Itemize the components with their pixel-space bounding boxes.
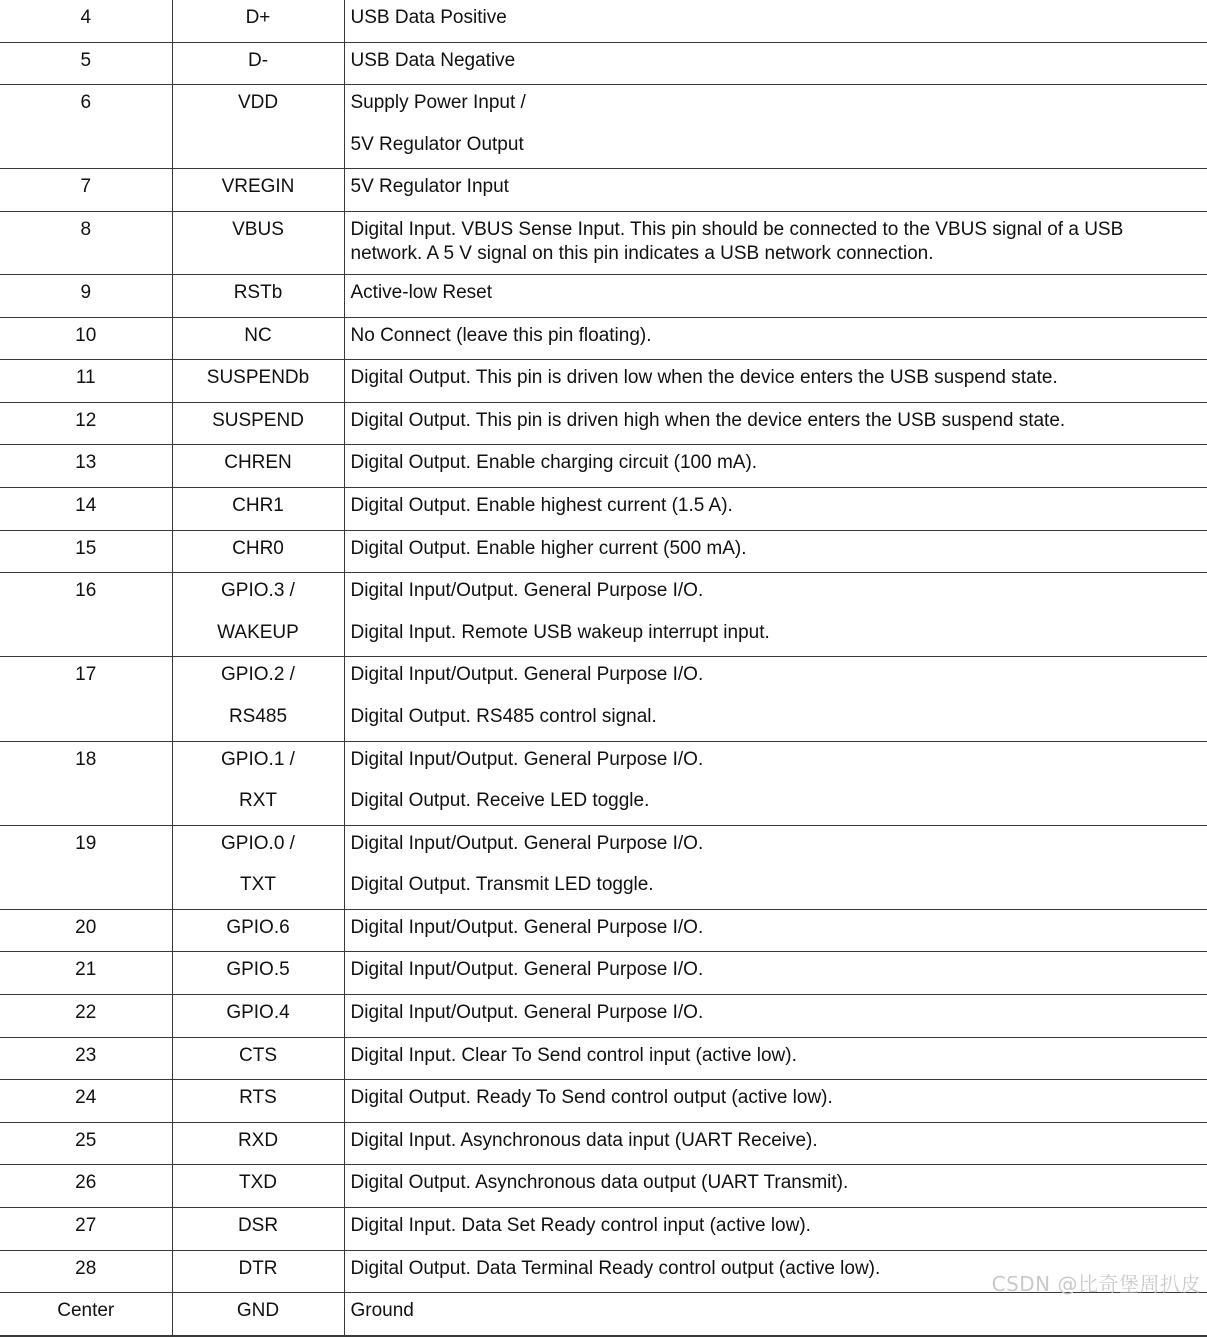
pin-name-cell [172, 487, 344, 530]
pin-name-cell [172, 1293, 344, 1336]
pin-number: 15 [75, 537, 97, 559]
pin-description-cell [344, 85, 1207, 169]
pin-name: GPIO.2 / [221, 664, 295, 686]
pin-name-cell [172, 952, 344, 995]
pin-description: Digital Output. Asynchronous data output (UART Transmit). [350, 1172, 849, 1194]
pin-name-cell [172, 0, 344, 42]
pin-description: Digital Output. Enable higher current (500 mA). [350, 537, 747, 559]
pin-name: WAKEUP [217, 621, 299, 643]
pin-number: 10 [75, 324, 97, 346]
pin-description-cell [344, 211, 1207, 274]
table-row [0, 1080, 1207, 1123]
pin-description: Supply Power Input / [350, 92, 526, 114]
pin-name: CTS [239, 1044, 277, 1066]
pin-name-cell [172, 1208, 344, 1251]
pin-number-cell [0, 445, 172, 488]
pin-description-cell [344, 1293, 1207, 1336]
pin-number: 24 [75, 1087, 97, 1109]
table-row [0, 909, 1207, 952]
pin-name-cell [172, 445, 344, 488]
pin-number-cell [0, 360, 172, 403]
pin-description: 5V Regulator Output [350, 133, 524, 155]
pin-description-cell [344, 445, 1207, 488]
pin-description-cell [344, 995, 1207, 1038]
pin-name: TXD [239, 1172, 277, 1194]
pin-description-cell [344, 657, 1207, 741]
pin-number-cell [0, 1122, 172, 1165]
pin-description: Digital Input/Output. General Purpose I/O. [350, 580, 704, 602]
pin-name: GPIO.6 [226, 916, 290, 938]
pin-description-cell [344, 402, 1207, 445]
pin-description-cell [344, 530, 1207, 573]
pin-number: Center [57, 1300, 115, 1322]
watermark-text: CSDN @比奇堡周扒皮 [991, 1272, 1201, 1296]
pin-name: GPIO.0 / [221, 832, 295, 854]
pin-number: 17 [75, 664, 97, 686]
pin-description-cell [344, 1208, 1207, 1251]
pin-name: RXD [237, 1129, 279, 1151]
pin-number-cell [0, 1250, 172, 1293]
pin-number: 28 [75, 1257, 97, 1279]
pin-description-cell [344, 360, 1207, 403]
table-row [0, 402, 1207, 445]
pin-name: RXT [239, 790, 277, 812]
pin-number-cell [0, 530, 172, 573]
pin-description: Digital Input/Output. General Purpose I/O. [350, 959, 704, 981]
pin-number-cell [0, 1037, 172, 1080]
pin-name: RS485 [228, 705, 288, 727]
pin-description: Digital Output. This pin is driven high when the device enters the USB suspend state. [350, 409, 1066, 431]
pin-description-cell [344, 952, 1207, 995]
pin-name: NC [244, 324, 272, 346]
pin-number: 23 [75, 1044, 97, 1066]
pin-description: Digital Output. Transmit LED toggle. [350, 874, 654, 896]
table-row [0, 445, 1207, 488]
pin-name-cell [172, 573, 344, 657]
table-row [0, 360, 1207, 403]
pin-number-cell [0, 402, 172, 445]
pin-number: 26 [75, 1172, 97, 1194]
pin-name: VDD [237, 92, 279, 114]
pin-description: Digital Output. Data Terminal Ready control output (active low). [350, 1257, 881, 1279]
table-row [0, 1293, 1207, 1336]
pin-number: 12 [75, 409, 97, 431]
pin-name-cell [172, 85, 344, 169]
pin-number-cell [0, 573, 172, 657]
pin-description: Digital Input. Data Set Ready control input (active low). [350, 1215, 811, 1237]
pin-description-cell [344, 741, 1207, 825]
pin-name: CHR1 [232, 494, 284, 516]
pin-description-cell [344, 1037, 1207, 1080]
pin-name: RTS [239, 1087, 277, 1109]
pin-description-cell [344, 274, 1207, 317]
pin-number: 9 [80, 281, 92, 303]
table-row [0, 274, 1207, 317]
pin-number-cell [0, 0, 172, 42]
pin-name-cell [172, 317, 344, 360]
pin-name: D- [247, 49, 269, 71]
pin-description: Digital Input/Output. General Purpose I/O. [350, 1002, 704, 1024]
pin-name: CHR0 [232, 537, 284, 559]
pin-name-cell [172, 909, 344, 952]
pin-description: Digital Input. Clear To Send control input (active low). [350, 1044, 797, 1066]
pin-name-cell [172, 274, 344, 317]
pin-number-cell [0, 1080, 172, 1123]
pin-number: 18 [75, 748, 97, 770]
pin-name: D+ [245, 7, 271, 28]
pin-name-cell [172, 1037, 344, 1080]
table-row [0, 1122, 1207, 1165]
pin-number-cell [0, 42, 172, 85]
pin-description-cell [344, 1165, 1207, 1208]
pin-name: SUSPEND [212, 409, 304, 431]
pin-number: 8 [80, 218, 92, 240]
pin-name-cell [172, 42, 344, 85]
pin-number: 27 [75, 1215, 97, 1237]
pin-number-cell [0, 1208, 172, 1251]
table-row [0, 85, 1207, 169]
table-row [0, 1208, 1207, 1251]
pin-description-cell [344, 169, 1207, 212]
pin-number: 5 [80, 49, 92, 71]
pin-description: Digital Output. This pin is driven low when the device enters the USB suspend state. [350, 367, 1058, 389]
pin-name: VREGIN [221, 176, 295, 198]
pin-number-cell [0, 487, 172, 530]
pin-description-cell [344, 825, 1207, 909]
table-row [0, 573, 1207, 657]
pin-description: USB Data Positive [350, 7, 507, 28]
table-row [0, 995, 1207, 1038]
pin-number-cell [0, 909, 172, 952]
table-row [0, 530, 1207, 573]
pin-description: Digital Input/Output. General Purpose I/O. [350, 748, 704, 770]
pin-name: CHREN [224, 452, 292, 474]
pin-name-cell [172, 741, 344, 825]
pin-description-cell [344, 909, 1207, 952]
table-row [0, 317, 1207, 360]
pin-description: USB Data Negative [350, 49, 516, 71]
pin-name-cell [172, 1250, 344, 1293]
pin-name-cell [172, 1122, 344, 1165]
pin-number-cell [0, 995, 172, 1038]
pin-number: 21 [75, 959, 97, 981]
pin-number-cell [0, 825, 172, 909]
table-row [0, 952, 1207, 995]
pin-number-cell [0, 952, 172, 995]
pin-description-cell [344, 487, 1207, 530]
pin-name: GPIO.1 / [221, 748, 295, 770]
pin-number: 13 [75, 452, 97, 474]
pin-description: Digital Input/Output. General Purpose I/O. [350, 916, 704, 938]
pin-description: Digital Output. Enable highest current (1.5 A). [350, 494, 733, 516]
pin-name-cell [172, 211, 344, 274]
pin-description: Digital Output. Receive LED toggle. [350, 790, 650, 812]
pin-description: No Connect (leave this pin floating). [350, 324, 652, 346]
pin-number: 16 [75, 580, 97, 602]
pin-name: SUSPENDb [206, 367, 310, 389]
table-row [0, 169, 1207, 212]
pin-description-cell [344, 1080, 1207, 1123]
pin-name-cell [172, 995, 344, 1038]
pin-description: Digital Output. Enable charging circuit (100 mA). [350, 452, 758, 474]
pin-name-cell [172, 360, 344, 403]
pin-name: GPIO.4 [226, 1002, 290, 1024]
pin-description: Digital Input/Output. General Purpose I/O. [350, 832, 704, 854]
pin-description-cell [344, 42, 1207, 85]
pin-description: Active-low Reset [350, 281, 492, 303]
pin-number-cell [0, 657, 172, 741]
table-row [0, 211, 1207, 274]
table-row [0, 1037, 1207, 1080]
pin-name: GPIO.3 / [221, 580, 295, 602]
pin-description: Ground [350, 1300, 414, 1322]
pin-number: 4 [80, 7, 92, 28]
pin-description-cell [344, 317, 1207, 360]
pin-description: Digital Input/Output. General Purpose I/O. [350, 664, 704, 686]
pin-description: Digital Input. Asynchronous data input (UART Receive). [350, 1129, 818, 1151]
pin-number-cell [0, 1165, 172, 1208]
pin-number: 19 [75, 832, 97, 854]
pin-name: RSTb [233, 281, 283, 303]
pin-name: DSR [237, 1215, 279, 1237]
pin-name-cell [172, 825, 344, 909]
pin-number: 20 [75, 916, 97, 938]
pin-description: Digital Output. RS485 control signal. [350, 705, 657, 727]
table-row [0, 657, 1207, 741]
pin-number-cell [0, 274, 172, 317]
pin-description-cell [344, 0, 1207, 42]
pin-name-cell [172, 657, 344, 741]
table-row [0, 741, 1207, 825]
pin-number: 14 [75, 494, 97, 516]
pin-name-cell [172, 169, 344, 212]
pin-description: Digital Output. Ready To Send control output (active low). [350, 1087, 833, 1109]
pin-name-cell [172, 1165, 344, 1208]
pin-description-cell [344, 1122, 1207, 1165]
table-row [0, 487, 1207, 530]
pin-name: DTR [238, 1257, 278, 1279]
table-row [0, 1165, 1207, 1208]
pin-name-cell [172, 402, 344, 445]
pin-number: 22 [75, 1002, 97, 1024]
pin-description: Digital Input. Remote USB wakeup interrupt input. [350, 621, 770, 643]
pin-number: 11 [75, 367, 96, 389]
pin-number-cell [0, 1293, 172, 1336]
pin-number-cell [0, 741, 172, 825]
table-row [0, 0, 1207, 42]
pin-number: 6 [80, 92, 92, 114]
pin-description: 5V Regulator Input [350, 176, 509, 198]
pin-number: 25 [75, 1129, 97, 1151]
pin-name: GND [236, 1300, 280, 1322]
pin-name-cell [172, 530, 344, 573]
pin-number-cell [0, 317, 172, 360]
pin-description: Digital Input. VBUS Sense Input. This pin should be connected to the VBUS signal of a USB network. A 5 V signal on this pin indicates a USB network connection. [350, 218, 1124, 264]
pin-number-cell [0, 85, 172, 169]
pin-name: VBUS [232, 218, 284, 240]
pin-name: TXT [240, 874, 276, 896]
pin-name-cell [172, 1080, 344, 1123]
pin-number: 7 [80, 176, 92, 198]
table-row [0, 42, 1207, 85]
pin-description-cell [344, 573, 1207, 657]
pin-name: GPIO.5 [226, 959, 290, 981]
pin-number-cell [0, 211, 172, 274]
table-row [0, 825, 1207, 909]
pin-number-cell [0, 169, 172, 212]
